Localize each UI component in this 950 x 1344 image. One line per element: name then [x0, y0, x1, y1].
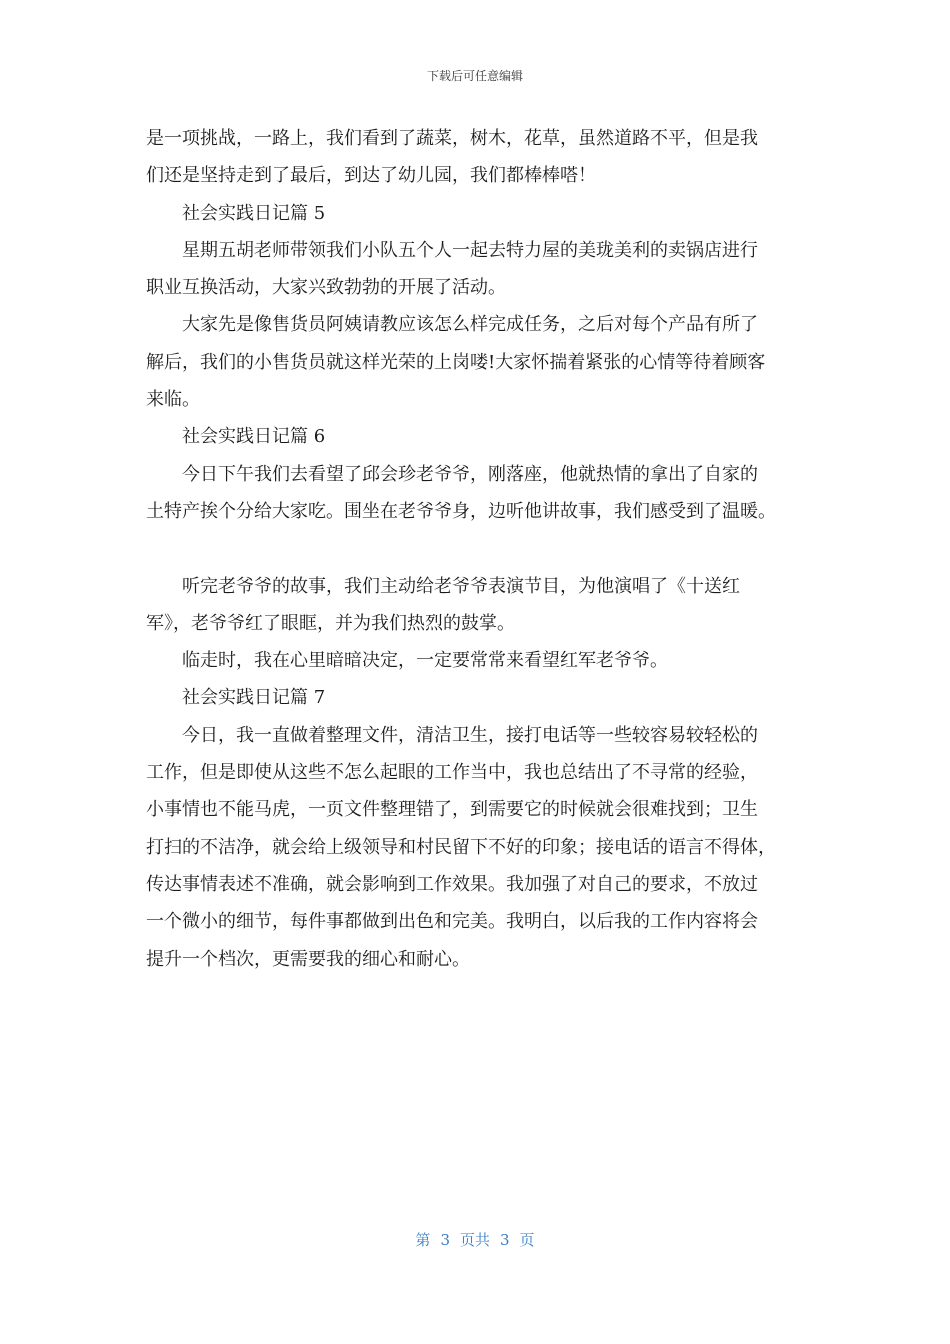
- text-line: 社会实践日记篇 5: [182, 202, 326, 224]
- text-line: 星期五胡老师带领我们小队五个人一起去特力屋的美珑美利的卖锅店进行: [182, 239, 758, 261]
- text-line: 军》，老爷爷红了眼眶，并为我们热烈的鼓掌。: [146, 612, 515, 634]
- text-line: 今日下午我们去看望了邱会珍老爷爷，刚落座，他就热情的拿出了自家的: [182, 463, 758, 485]
- text-line: 们还是坚持走到了最后，到达了幼儿园，我们都棒棒嗒！: [146, 165, 596, 187]
- text-line: 一个微小的细节，每件事都做到出色和完美。我明白，以后我的工作内容将会: [146, 911, 758, 933]
- text-line: 社会实践日记篇 7: [182, 687, 326, 709]
- footer-suffix: 页: [519, 1231, 535, 1249]
- footer-current-page: 3: [440, 1231, 450, 1249]
- text-line: 大家先是像售货员阿姨请教应该怎么样完成任务，之后对每个产品有所了: [182, 314, 758, 336]
- text-line: 提升一个档次，更需要我的细心和耐心。: [146, 948, 470, 970]
- text-line: 传达事情表述不准确，就会影响到工作效果。我加强了对自己的要求，不放过: [146, 873, 758, 895]
- text-line: 打扫的不洁净，就会给上级领导和村民留下不好的印象；接电话的语言不得体，: [146, 836, 776, 858]
- text-line: 小事情也不能马虎，一页文件整理错了，到需要它的时候就会很难找到；卫生: [146, 799, 758, 821]
- text-line: 听完老爷爷的故事，我们主动给老爷爷表演节目，为他演唱了《十送红: [182, 575, 740, 597]
- text-line: 临走时，我在心里暗暗决定，一定要常常来看望红军老爷爷。: [182, 650, 668, 672]
- footer-mid: 页共: [459, 1231, 490, 1249]
- text-line: 来临。: [146, 389, 200, 411]
- footer-total-pages: 3: [500, 1231, 510, 1249]
- text-line: 工作，但是即使从这些不怎么起眼的工作当中，我也总结出了不寻常的经验，: [146, 762, 758, 784]
- footer-prefix: 第: [415, 1231, 431, 1249]
- text-line: 解后，我们的小售货员就这样光荣的上岗喽!大家怀揣着紧张的心情等待着顾客: [146, 351, 766, 373]
- page-footer: [0, 1229, 950, 1250]
- text-line: 是一项挑战，一路上，我们看到了蔬菜，树木，花草，虽然道路不平，但是我: [146, 128, 758, 149]
- blank-line: [146, 530, 814, 567]
- text-line: 今日，我一直做着整理文件，清洁卫生，接打电话等一些较容易较轻松的: [182, 724, 758, 746]
- text-line: 职业互换活动，大家兴致勃勃的开展了活动。: [146, 277, 506, 299]
- page-header-note: 下载后可任意编辑: [426, 69, 523, 83]
- document-body: [146, 120, 814, 978]
- text-line: 土特产挨个分给大家吃。围坐在老爷爷身，边听他讲故事，我们感受到了温暖。: [146, 500, 776, 522]
- text-line: 社会实践日记篇 6: [182, 426, 326, 448]
